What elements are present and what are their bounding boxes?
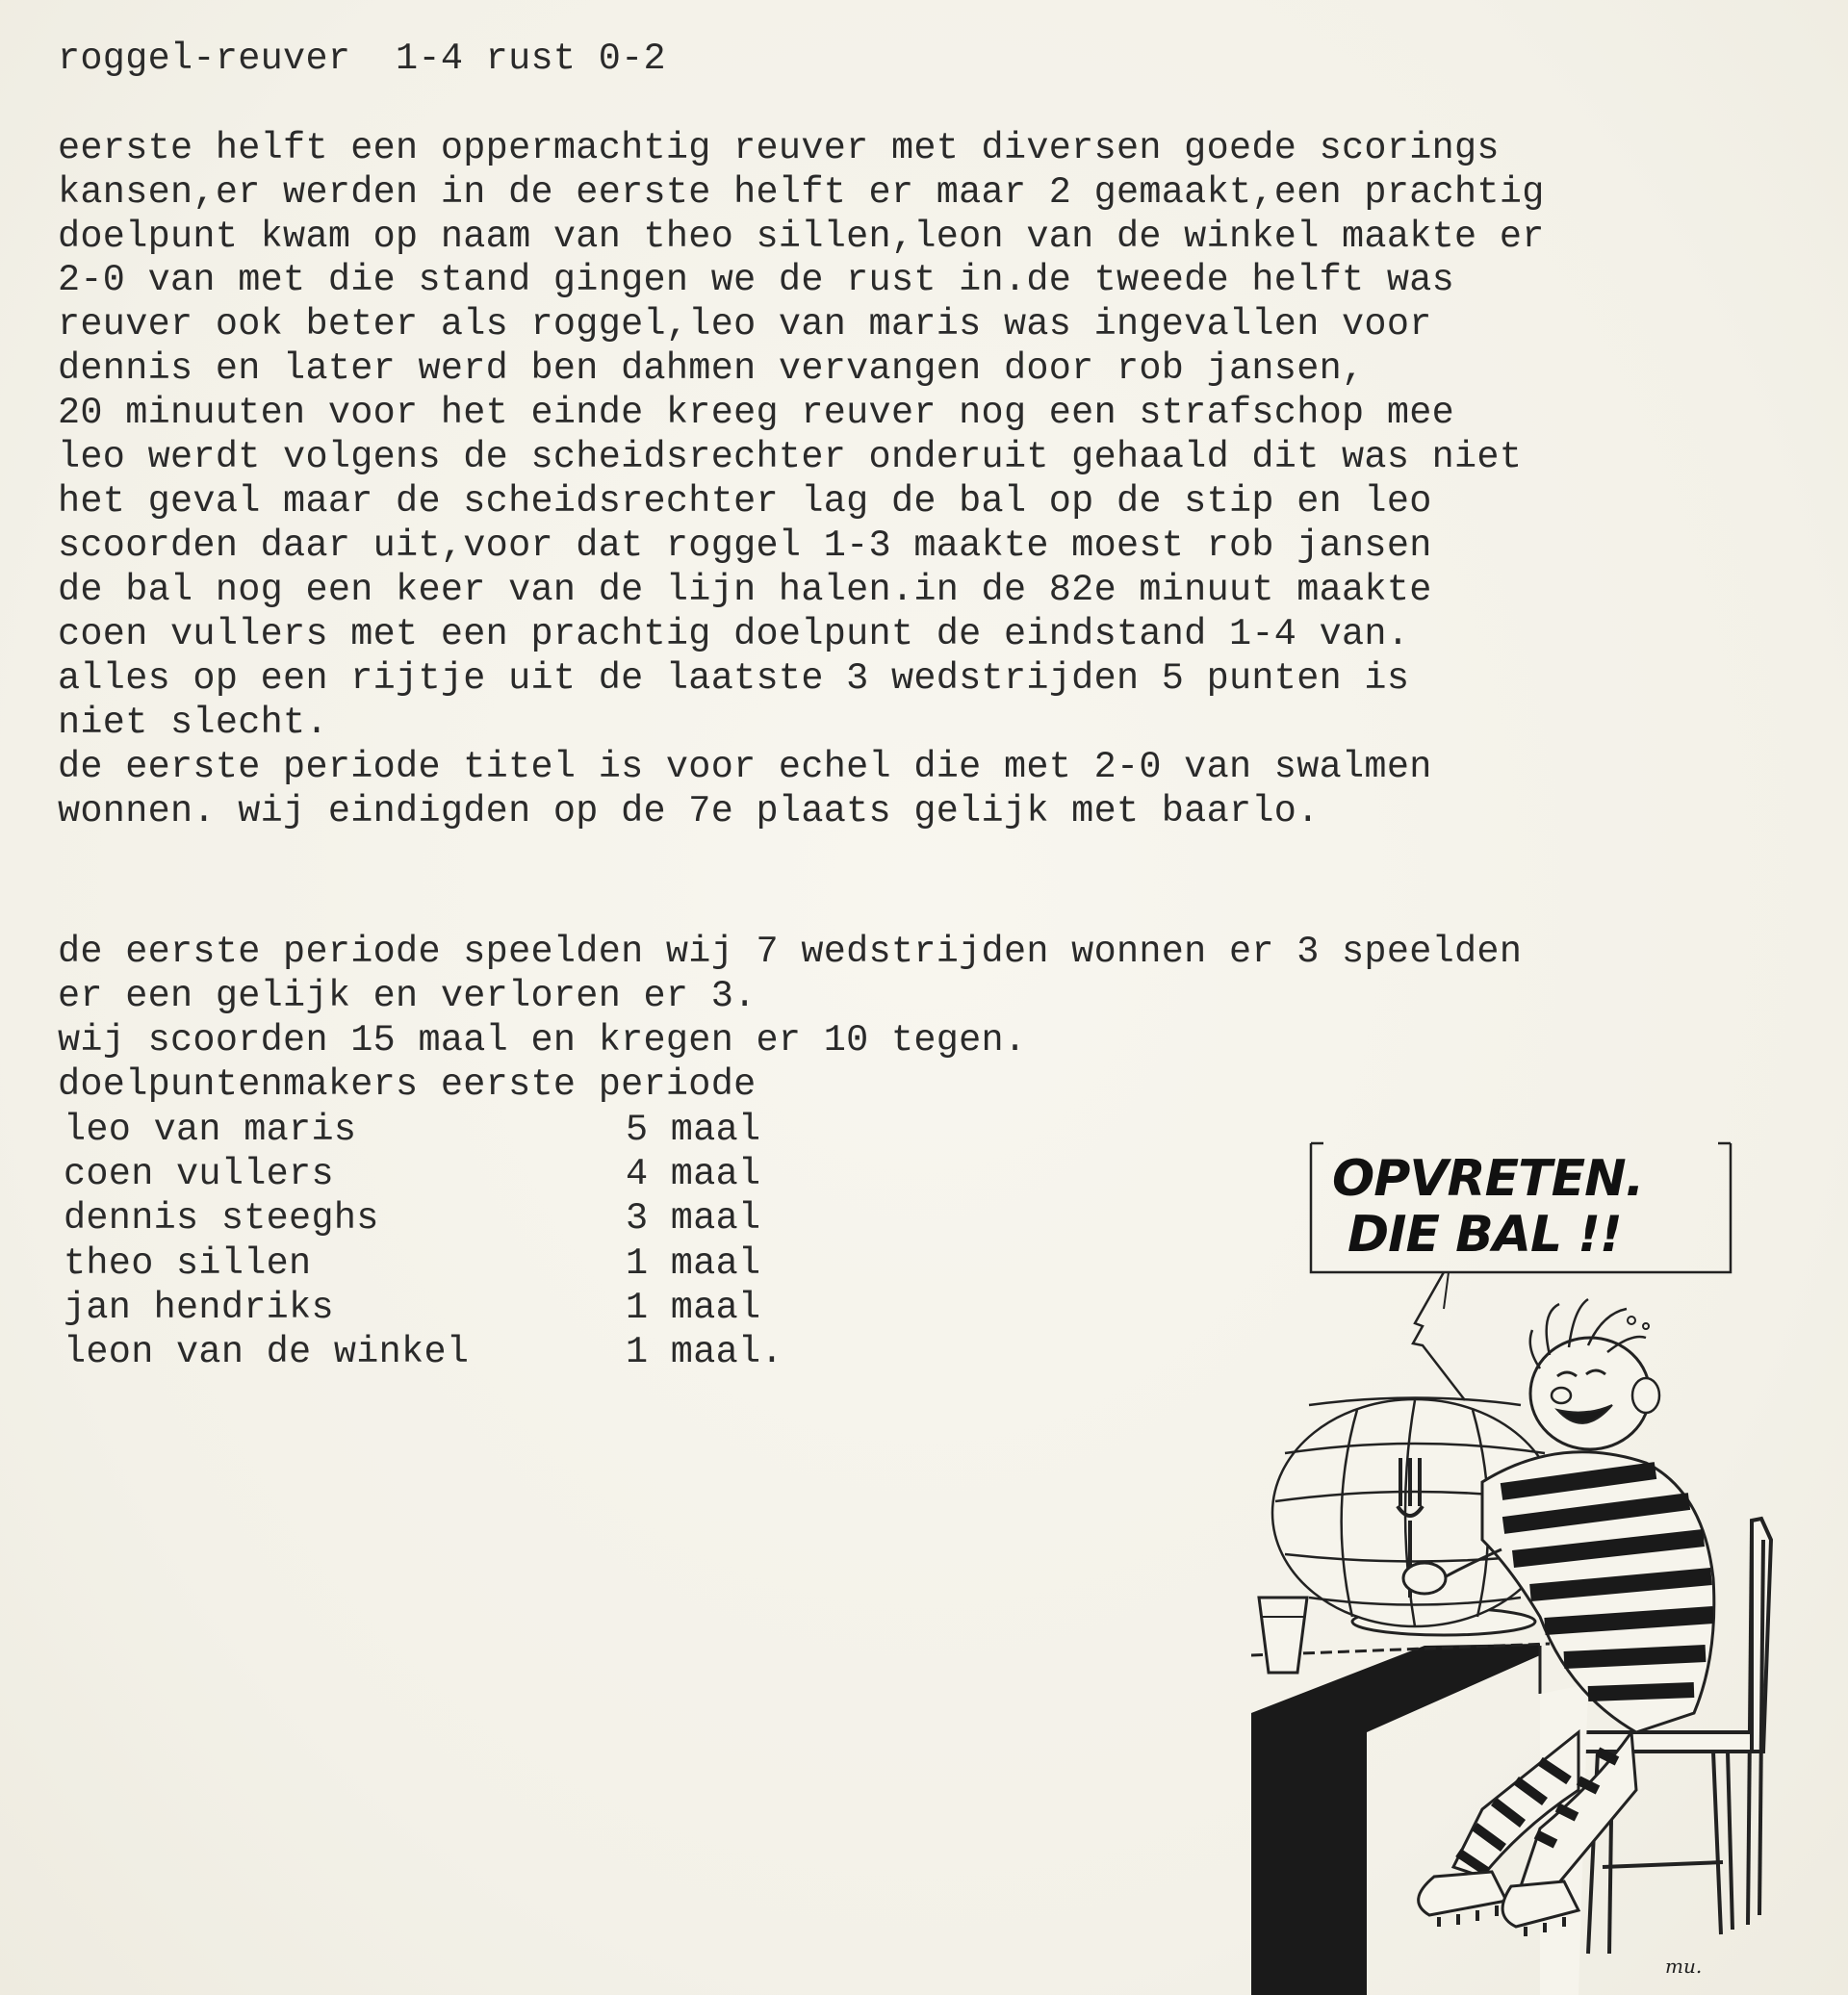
speech-text-line2: DIE BAL !! bbox=[1348, 1206, 1622, 1264]
cartoonist-signature: mu. bbox=[1665, 1955, 1703, 1978]
report-line: coen vullers met een prachtig doelpunt de eindstand 1-4 van. bbox=[58, 613, 1410, 655]
glass-icon bbox=[1259, 1598, 1307, 1673]
report-line: 20 minuuten voor het einde kreeg reuver nog een strafschop mee bbox=[58, 392, 1455, 434]
scorer-name: dennis steeghs bbox=[64, 1197, 379, 1240]
report-line: leo werdt volgens de scheidsrechter onderuit gehaald dit was niet bbox=[58, 436, 1523, 478]
report-line: reuver ook beter als roggel,leo van maris was ingevallen voor bbox=[58, 303, 1432, 345]
scorer-name: leo van maris bbox=[64, 1109, 357, 1151]
report-line: scoorden daar uit,voor dat roggel 1-3 maakte moest rob jansen bbox=[58, 524, 1432, 567]
summary-line: de eerste periode speelden wij 7 wedstrijden wonnen er 3 speelden bbox=[58, 931, 1523, 973]
scorer-name: theo sillen bbox=[64, 1242, 312, 1285]
speech-text-line1: OPVRETEN. bbox=[1332, 1150, 1644, 1208]
scorer-count: 1 maal bbox=[626, 1242, 761, 1285]
report-line: niet slecht. bbox=[58, 702, 328, 744]
scorer-count: 1 maal. bbox=[626, 1331, 783, 1373]
summary-line: wij scoorden 15 maal en kregen er 10 tegen. bbox=[58, 1019, 1027, 1061]
scorer-count: 1 maal bbox=[626, 1287, 761, 1329]
report-line: wonnen. wij eindigden op de 7e plaats gelijk met baarlo. bbox=[58, 790, 1320, 832]
scorer-name: jan hendriks bbox=[64, 1287, 334, 1329]
summary-line: er een gelijk en verloren er 3. bbox=[58, 975, 757, 1017]
scorer-name: coen vullers bbox=[64, 1153, 334, 1195]
report-line: 2-0 van met die stand gingen we de rust in.de tweede helft was bbox=[58, 259, 1455, 301]
scorer-count: 3 maal bbox=[626, 1197, 761, 1240]
speech-bubble bbox=[1311, 1143, 1731, 1400]
report-line: de bal nog een keer van de lijn halen.in de 82e minuut maakte bbox=[58, 569, 1432, 611]
report-line: het geval maar de scheidsrechter lag de bal op de stip en leo bbox=[58, 480, 1432, 523]
report-line: alles op een rijtje uit de laatste 3 wedstrijden 5 punten is bbox=[58, 657, 1410, 700]
report-line: dennis en later werd ben dahmen vervangen door rob jansen, bbox=[58, 347, 1365, 390]
scorer-count: 5 maal bbox=[626, 1109, 761, 1151]
match-title: roggel-reuver 1-4 rust 0-2 bbox=[58, 38, 666, 80]
scorers-heading: doelpuntenmakers eerste periode bbox=[58, 1063, 757, 1106]
report-line: kansen,er werden in de eerste helft er maar 2 gemaakt,een prachtig bbox=[58, 171, 1545, 214]
scorer-name: leon van de winkel bbox=[64, 1331, 470, 1373]
scorer-count: 4 maal bbox=[626, 1153, 761, 1195]
report-line: de eerste periode titel is voor echel die met 2-0 van swalmen bbox=[58, 746, 1432, 788]
report-line: doelpunt kwam op naam van theo sillen,leon van de winkel maakte er bbox=[58, 216, 1545, 258]
player-head bbox=[1530, 1299, 1659, 1449]
cartoon-illustration bbox=[1251, 1116, 1790, 1995]
report-line: eerste helft een oppermachtig reuver met diversen goede scorings bbox=[58, 127, 1500, 169]
